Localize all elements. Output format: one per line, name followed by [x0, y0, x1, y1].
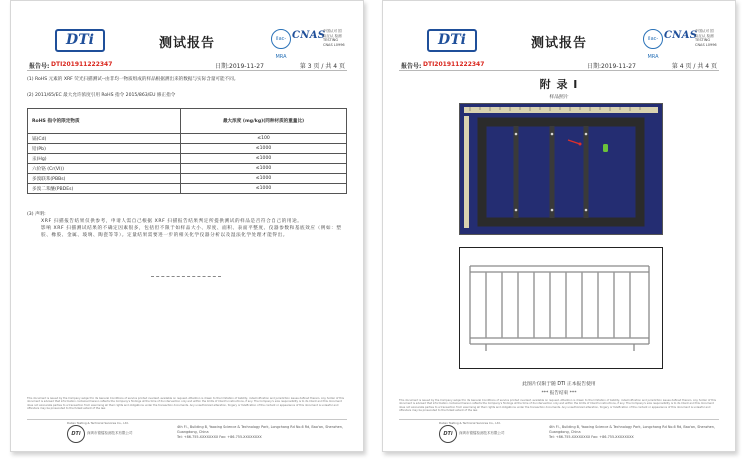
- report-number: DTI201911222347: [423, 61, 485, 68]
- company-name: 深圳市德镭检测技术有限公司: [459, 431, 505, 435]
- sample-drawing: [459, 247, 663, 369]
- document-title: 测试报告: [158, 36, 215, 51]
- footer-disclaimer: This document is issued by the Company subject to its General Conditions of service printed overleaf, available on request. Attention is drawn to the limitation of liability, indemnification and jurisdiction issues defined therein. Any holder of this document is advised that information contained hereon reflects the Company's findings at the time of its intervention only and within the limits of Client's instructions, if any. The Company's sole responsibility is to its Client and this document does not exonerate parties to a transaction from exercising all their rights and obligations under the transaction documents. Any unauthorized alteration, forgery or falsification of the content or appearance of this document is unlawful and offenders may be prosecuted to the fullest extent of the law.: [399, 399, 716, 413]
- report-header-line: [27, 59, 347, 71]
- cnas-logo: CNAS: [664, 30, 698, 41]
- declaration-paragraph-1: XRF 扫描报告结果仅供参考，申请人需自己根据 XRF 扫描报告结果判定所提供测试的样品是否符合自己的用途。: [41, 219, 303, 224]
- declaration: [27, 211, 347, 239]
- substance-cell: 多溴联苯(PBBs): [28, 174, 181, 184]
- address-line: 4th Fl., Building B, Yaoxing Science & Technology Park, Longchang Rd No.6 Rd, Bao'an, Shenzhen, Guangdong, China: [549, 425, 715, 434]
- section-end-divider: [151, 276, 221, 277]
- limit-cell: ≤1000: [181, 164, 347, 174]
- table-row: [28, 144, 347, 154]
- cnas-logo: CNAS: [292, 30, 326, 41]
- company-address: [549, 425, 729, 439]
- rohs-limits-table: [27, 108, 347, 194]
- limit-cell: ≤1000: [181, 174, 347, 184]
- photo-caption: 此图片仅限于随 DTI 正本报告使用: [522, 382, 596, 387]
- tel-line: Tel: +86-755-XXXXXXXX Fax: +86-755-XXXXXXXX: [177, 434, 262, 439]
- substance-cell: 汞(Hg): [28, 154, 181, 164]
- report-date: 日期:2019-11-27: [215, 63, 264, 70]
- report-no-label: 报告号:: [29, 63, 50, 70]
- report-page-3: [10, 0, 364, 452]
- limit-cell: ≤100: [181, 134, 347, 144]
- report-page-4: [382, 0, 736, 452]
- company-name: 深圳市德镭检测技术有限公司: [87, 431, 133, 435]
- substance-cell: 铅(Pb): [28, 144, 181, 154]
- seal-caption: Dalian Testing & Technical Services Co., Ltd.: [67, 421, 129, 425]
- address-line: 4th Fl., Building B, Yaoxing Science & Technology Park, Longchang Rd No.6 Rd, Bao'an, Shenzhen, Guangdong, China: [177, 425, 343, 434]
- substance-cell: 多溴二苯醚(PBDEs): [28, 184, 181, 194]
- accreditation-marks: [643, 29, 717, 60]
- tel-line: Tel: +86-755-XXXXXXXX Fax: +86-755-XXXXXXXX: [549, 434, 634, 439]
- seal-caption: Dalian Testing & Technical Services Co., Ltd.: [439, 421, 501, 425]
- limit-cell: ≤1000: [181, 144, 347, 154]
- company-address: [177, 425, 357, 439]
- document-title: 测试报告: [530, 36, 587, 51]
- table-row: [28, 154, 347, 164]
- sample-photo: [459, 103, 663, 235]
- declaration-title: (3) 声明:: [27, 212, 46, 217]
- report-end-mark: *** 报告结束 ***: [541, 391, 577, 396]
- item-1-text: (1) RoHS 元素的 XRF 荧光扫描测试--由非均一物质组成的样品根据测出来的数据与实际含量可能不同。: [27, 77, 239, 82]
- report-no-label: 报告号:: [401, 63, 422, 70]
- table-row: [28, 174, 347, 184]
- company-seal: DTi: [67, 425, 85, 443]
- page-footer: [399, 419, 719, 444]
- substance-cell: 六价铬 (Cr(VI)): [28, 164, 181, 174]
- sample-photo-image: [460, 104, 662, 234]
- report-number: DTI201911222347: [51, 61, 113, 68]
- table-row: [28, 184, 347, 194]
- substance-cell: 镉(Cd): [28, 134, 181, 144]
- page-number: 第 3 页 / 共 4 页: [299, 63, 345, 70]
- item-2-text: (2) 2011/65/EC 最大允许浓度引用 RoHS 指令 2015/863/EU 修正指令: [27, 93, 176, 98]
- annex-title: 附 录 I: [539, 78, 579, 91]
- limit-cell: ≤1000: [181, 154, 347, 164]
- page-footer: [27, 419, 347, 444]
- report-header-line: [399, 59, 719, 71]
- page-number: 第 4 页 / 共 4 页: [671, 63, 717, 70]
- ilac-mra-logo: ilac-MRA: [271, 29, 291, 49]
- railing-drawing: [460, 248, 659, 365]
- table-row: [28, 134, 347, 144]
- cnas-caption: 中国认可 国际互认 检测 TESTING CNAS L0996: [323, 29, 345, 47]
- report-date: 日期:2019-11-27: [587, 63, 636, 70]
- table-header-substance: RoHS 指令的限定物质: [28, 109, 181, 134]
- table-row: [28, 164, 347, 174]
- dti-logo: DTi: [55, 29, 105, 52]
- cnas-caption: 中国认可 国际互认 检测 TESTING CNAS L0996: [695, 29, 717, 47]
- accreditation-marks: [271, 29, 345, 60]
- sample-photo-label: 样品照片: [549, 95, 569, 100]
- company-seal: DTi: [439, 425, 457, 443]
- table-header-limit: 最大浓度 (mg/kg)(同种材质的重量比): [181, 109, 347, 134]
- dti-logo: DTi: [427, 29, 477, 52]
- ilac-mra-logo: ilac-MRA: [643, 29, 663, 49]
- footer-disclaimer: This document is issued by the Company subject to its General Conditions of service printed overleaf, available on request. Attention is drawn to the limitation of liability, indemnification and jurisdiction issues defined therein. Any holder of this document is advised that information contained hereon reflects the Company's findings at the time of its intervention only and within the limits of Client's instructions, if any. The Company's sole responsibility is to its Client and this document does not exonerate parties to a transaction from exercising all their rights and obligations under the transaction documents. Any unauthorized alteration, forgery or falsification of the content or appearance of this document is unlawful and offenders may be prosecuted to the fullest extent of the law.: [27, 397, 344, 411]
- declaration-paragraph-2: 影响 XRF 扫描测试结果的不确定因素很多，包括但不限于如样品大小、厚度、面积、表面平整度、仪器参数和基底效应（例如：塑胶、橡胶、金属、玻璃、陶瓷等等）。定量结果需要进一步的相关化学仪器分析以及湿法化学处理才能得出。: [41, 226, 342, 238]
- limit-cell: ≤1000: [181, 184, 347, 194]
